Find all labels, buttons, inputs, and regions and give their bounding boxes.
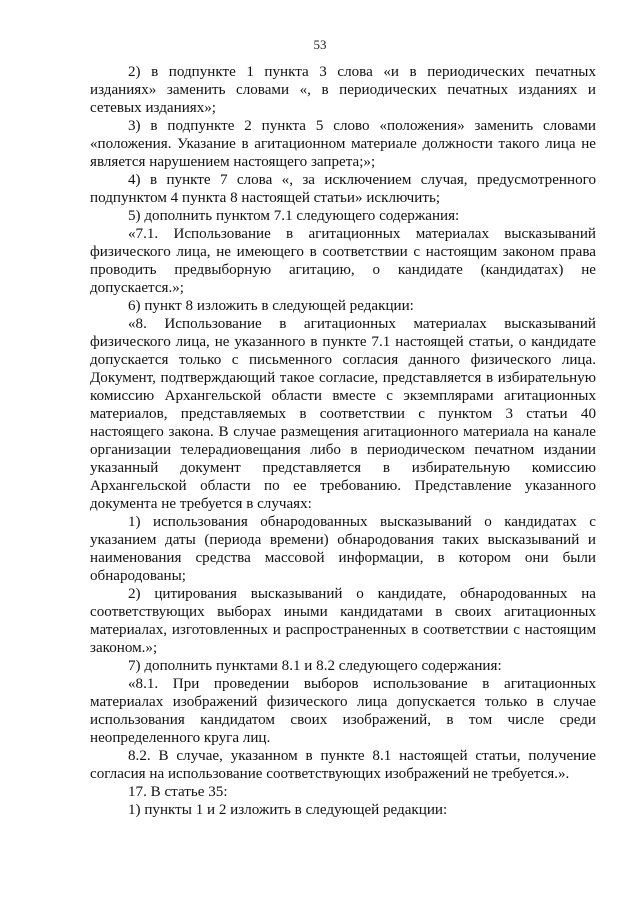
page-number: 53 (313, 37, 327, 52)
paragraph: 8.2. В случае, указанном в пункте 8.1 настоящей статьи, получение согласия на использование соответствующих изображений не требуется.». (90, 748, 596, 782)
paragraph: 2) в подпункте 1 пункта 3 слова «и в периодических печатных изданиях» заменить словами «, в периодических печатных изданиях и сетевых изданиях»; (90, 64, 596, 116)
paragraph: «7.1. Использование в агитационных материалах высказываний физического лица, не имеющего в соответствии с настоящим законом права проводить предвыборную агитацию, о кандидате (кандидатах) не допускается.»; (90, 226, 596, 296)
paragraph: 3) в подпункте 2 пункта 5 слово «положения» заменить словами «положения. Указание в агитационном материале должности такого лица не является нарушением настоящего запрета;»; (90, 118, 596, 170)
paragraph: 4) в пункте 7 слова «, за исключением случая, предусмотренного подпунктом 4 пункта 8 настоящей статьи» исключить; (90, 172, 596, 206)
paragraph: 17. В статье 35: (128, 784, 228, 800)
paragraph: «8.1. При проведении выборов использование в агитационных материалах изображений физического лица допускается только в случае использования кандидатом своих изображений, в том числе среди неопределенного круга лиц. (90, 676, 596, 746)
paragraph: 1) использования обнародованных высказываний о кандидатах с указанием даты (периода времени) обнародования таких высказываний и наименования средства массовой информации, в котором они были обнародованы; (90, 514, 596, 584)
paragraph: 7) дополнить пунктами 8.1 и 8.2 следующего содержания: (128, 658, 502, 674)
paragraph: 2) цитирования высказываний о кандидате, обнародованных на соответствующих выборах иными кандидатами в своих агитационных материалах, изготовленных и распространенных в соответствии с настоящим законом.»; (90, 586, 596, 656)
document-body (90, 63, 596, 819)
paragraph: 5) дополнить пунктом 7.1 следующего содержания: (128, 208, 460, 224)
paragraph: 1) пункты 1 и 2 изложить в следующей редакции: (128, 802, 448, 818)
paragraph: 6) пункт 8 изложить в следующей редакции: (128, 298, 414, 314)
paragraph: «8. Использование в агитационных материалах высказываний физического лица, не указанного в пункте 7.1 настоящей статьи, о кандидате допускается только с письменного согласия данного физического лица. Документ, подтверждающий такое согласие, представляется в избирательную комиссию Архангельской области вместе с экземплярами агитационных материалов, представляемых в соответствии с пунктом 3 статьи 40 настоящего закона. В случае размещения агитационного материала на канале организации телерадиовещания либо в периодическом печатном издании указанный документ представляется в избирательную комиссию Архангельской области по ее требованию. Представление указанного документа не требуется в случаях: (90, 316, 596, 512)
